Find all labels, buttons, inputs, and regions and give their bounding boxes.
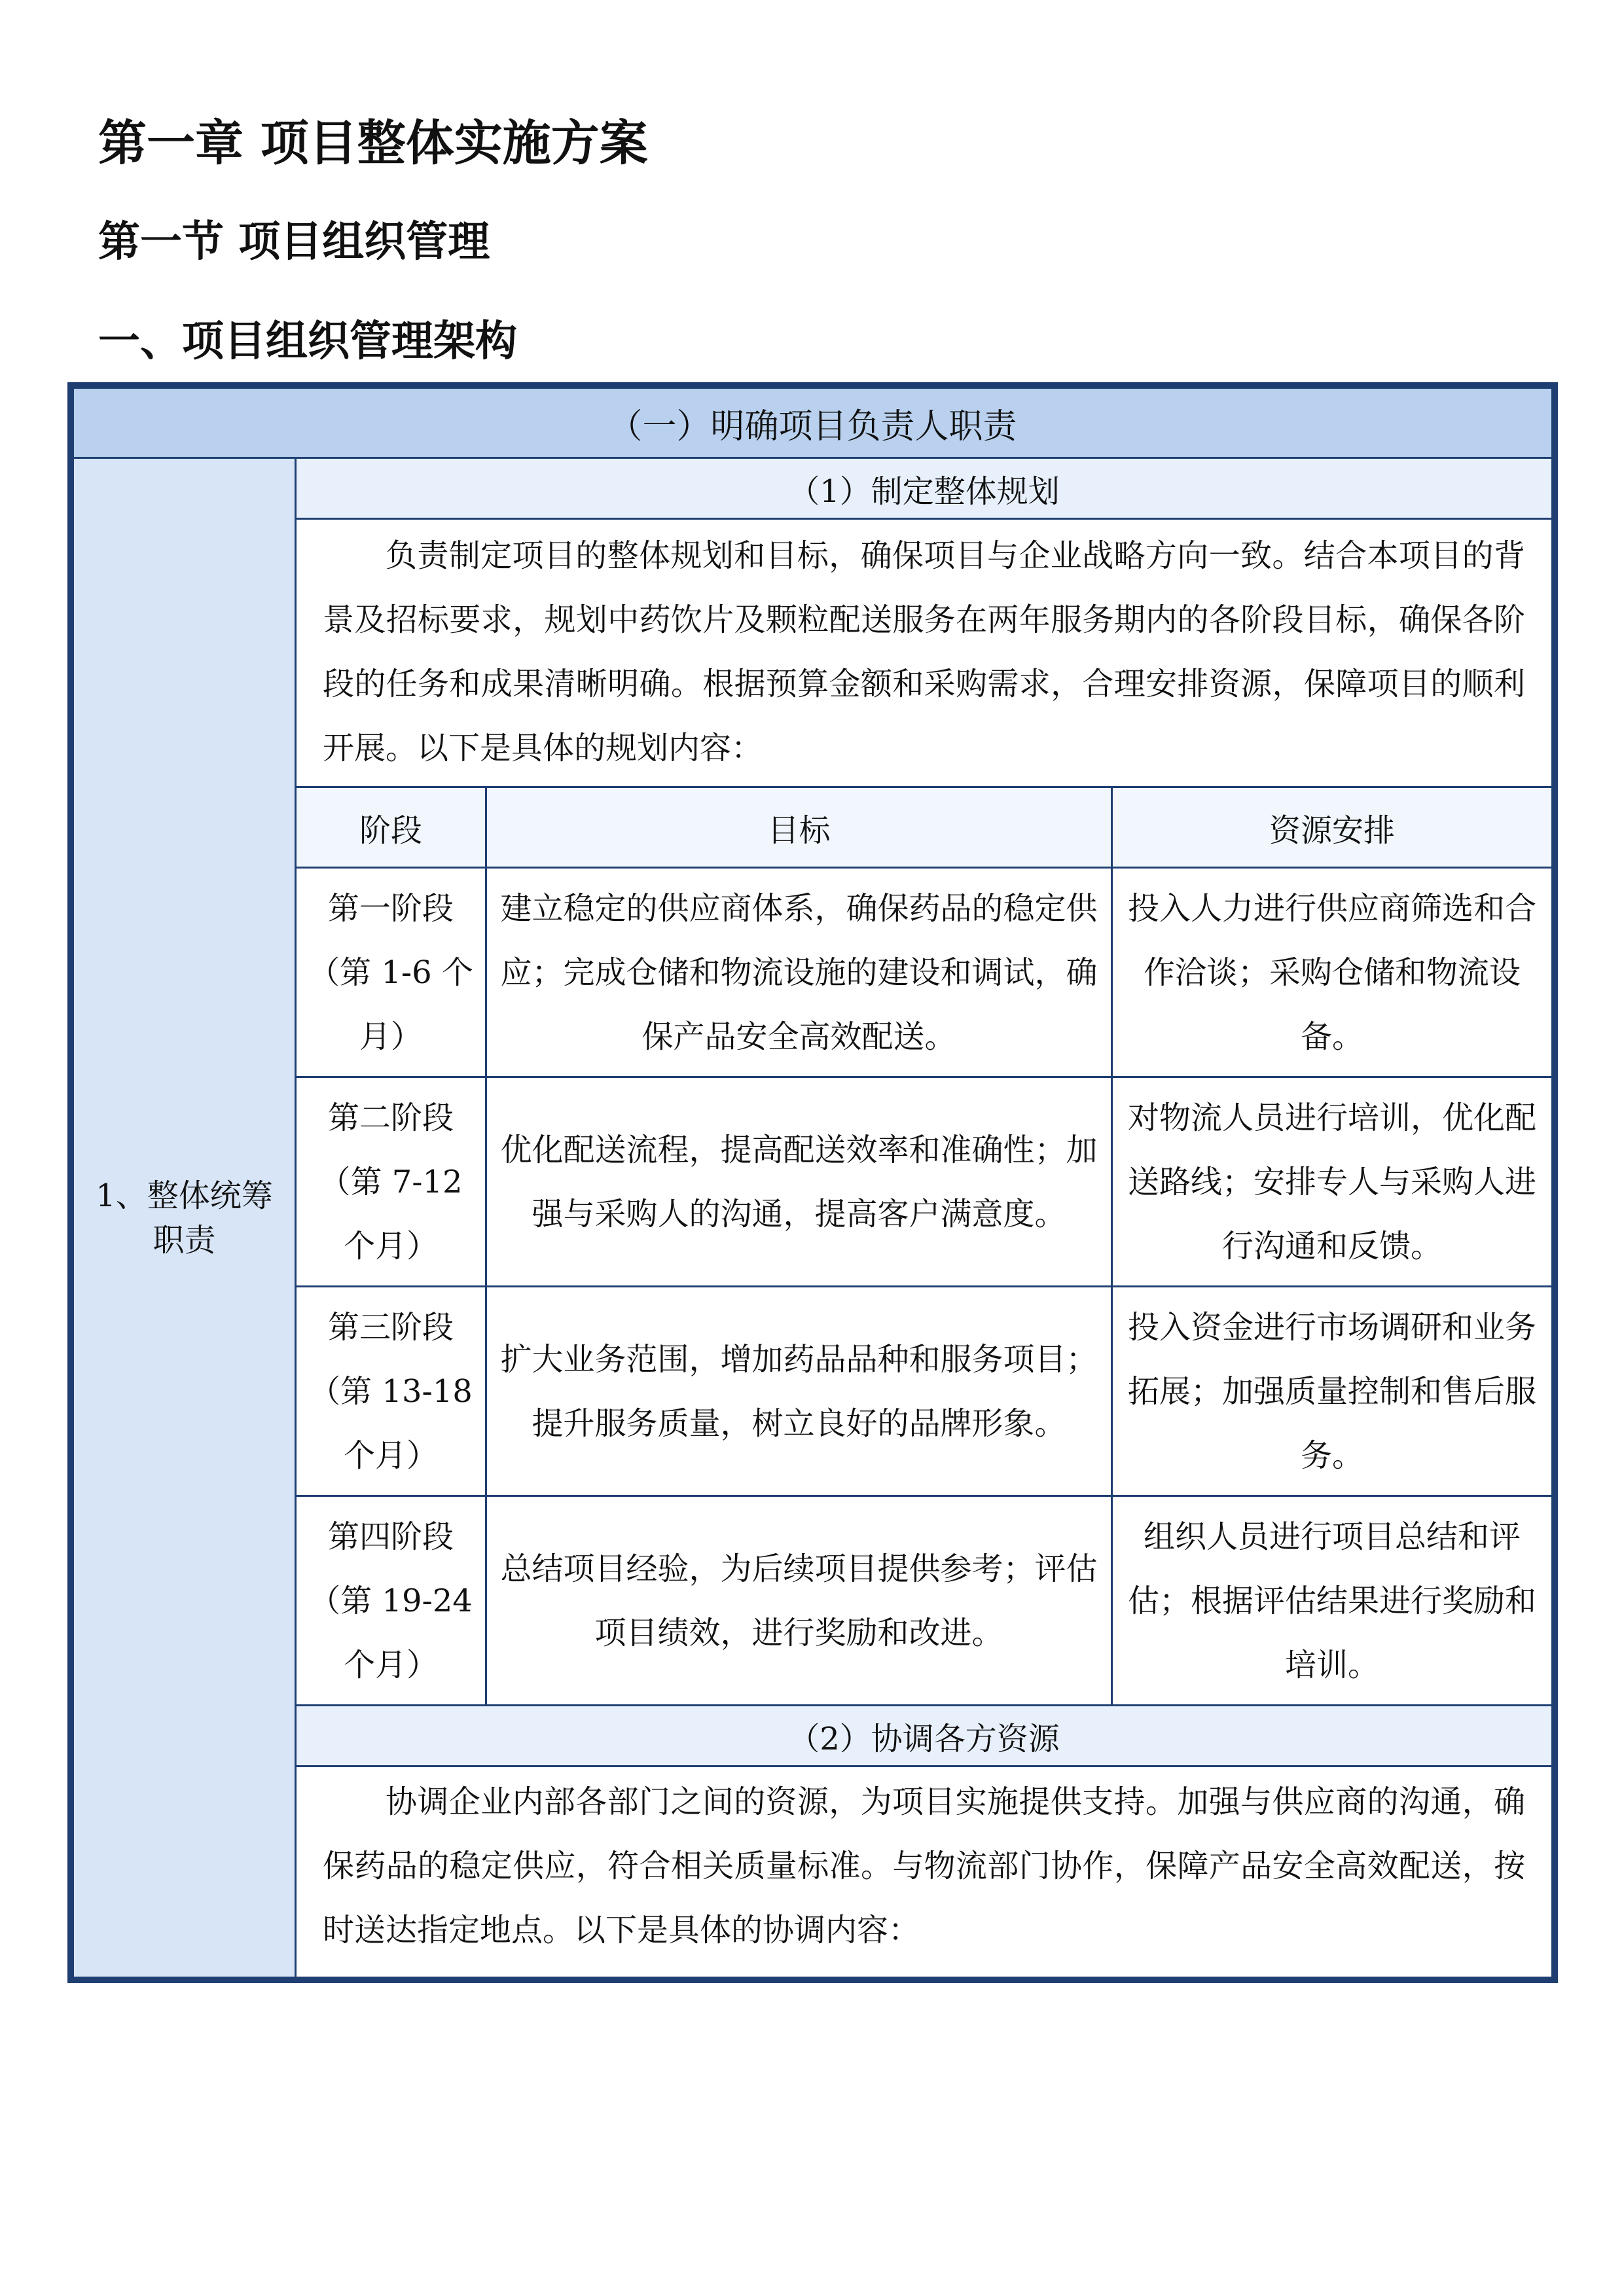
plan-row-1-resource: 投入人力进行供应商筛选和合作洽谈；采购仓储和物流设备。 xyxy=(1111,867,1553,1078)
part1-heading: （1）制定整体规划 xyxy=(295,457,1553,520)
chapter-title: 第一章 项目整体实施方案 xyxy=(98,115,648,171)
part1-paragraph: 负责制定项目的整体规划和目标，确保项目与企业战略方向一致。结合本项目的背景及招标要求，规划中药饮片及颗粒配送服务在两年服务期内的各阶段目标，确保各阶段的任务和成果清晰明确。根据预算金额和采购需求，合理安排资源，保障项目的顺利开展。以下是具体的规划内容： xyxy=(295,518,1553,788)
responsibility-table xyxy=(67,382,1558,1983)
section-title: 第一节 项目组织管理 xyxy=(98,217,490,266)
plan-row-2-goal: 优化配送流程，提高配送效率和准确性；加强与采购人的沟通，提高客户满意度。 xyxy=(485,1076,1113,1287)
plan-row-3-stage: 第三阶段（第 13-18 个月） xyxy=(295,1285,487,1497)
plan-header-goal: 目标 xyxy=(485,786,1113,869)
plan-row-2-stage: 第二阶段（第 7-12 个月） xyxy=(295,1076,487,1287)
subsection-title: 一、项目组织管理架构 xyxy=(98,317,517,366)
plan-header-resource: 资源安排 xyxy=(1111,786,1553,869)
plan-row-3-goal: 扩大业务范围，增加药品品种和服务项目；提升服务质量，树立良好的品牌形象。 xyxy=(485,1285,1113,1497)
plan-header-stage: 阶段 xyxy=(295,786,487,869)
side-label: 1、整体统筹职责 xyxy=(72,457,297,1979)
table-title: （一）明确项目负责人职责 xyxy=(72,387,1553,459)
plan-row-3-resource: 投入资金进行市场调研和业务拓展；加强质量控制和售后服务。 xyxy=(1111,1285,1553,1497)
plan-row-4-goal: 总结项目经验，为后续项目提供参考；评估项目绩效，进行奖励和改进。 xyxy=(485,1495,1113,1706)
plan-row-4-resource: 组织人员进行项目总结和评估；根据评估结果进行奖励和培训。 xyxy=(1111,1495,1553,1706)
plan-row-1-goal: 建立稳定的供应商体系，确保药品的稳定供应；完成仓储和物流设施的建设和调试，确保产品安全高效配送。 xyxy=(485,867,1113,1078)
plan-row-2-resource: 对物流人员进行培训，优化配送路线；安排专人与采购人进行沟通和反馈。 xyxy=(1111,1076,1553,1287)
plan-row-1-stage: 第一阶段（第 1-6 个月） xyxy=(295,867,487,1078)
part2-heading: （2）协调各方资源 xyxy=(295,1704,1553,1767)
part2-paragraph: 协调企业内部各部门之间的资源，为项目实施提供支持。加强与供应商的沟通，确保药品的稳定供应，符合相关质量标准。与物流部门协作，保障产品安全高效配送，按时送达指定地点。以下是具体的协调内容： xyxy=(295,1765,1553,1979)
plan-row-4-stage: 第四阶段（第 19-24 个月） xyxy=(295,1495,487,1706)
